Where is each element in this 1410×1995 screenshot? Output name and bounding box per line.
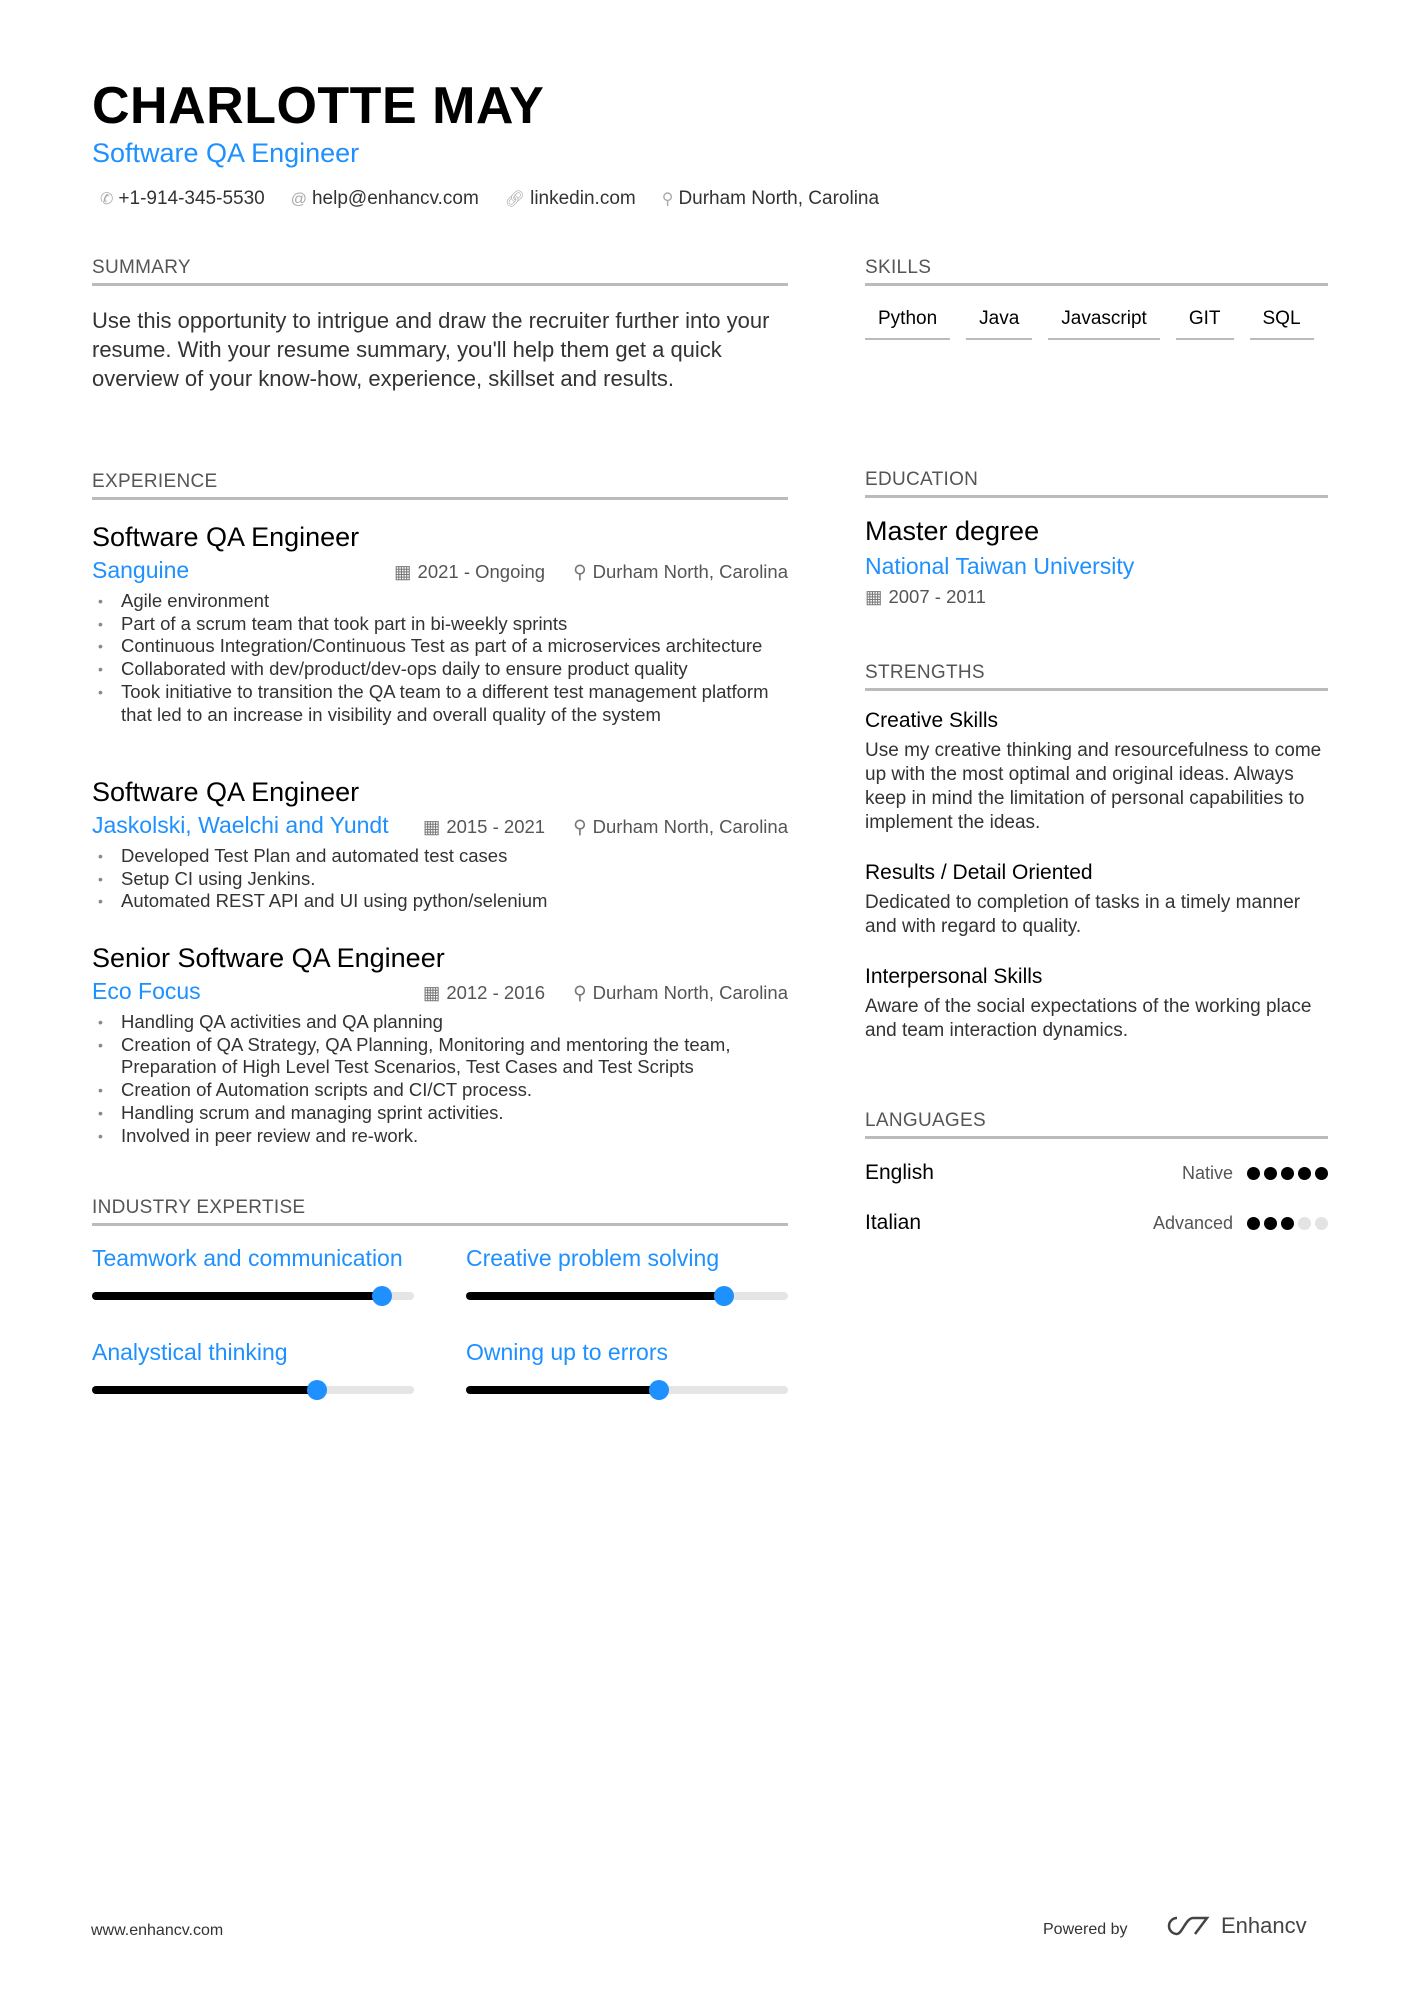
bullet: • Collaborated with dev/product/dev-ops daily to ensure product quality bbox=[92, 658, 788, 681]
link-text[interactable]: linkedin.com bbox=[530, 188, 636, 209]
bullet: • Automated REST API and UI using python/selenium bbox=[92, 890, 788, 913]
expertise-label: Teamwork and communication bbox=[92, 1245, 403, 1271]
school: National Taiwan University bbox=[865, 553, 1135, 579]
language-level: Advanced bbox=[1152, 1212, 1233, 1233]
skill-tag: GIT bbox=[1176, 302, 1234, 340]
bullet-list bbox=[92, 845, 788, 913]
slider-fill bbox=[92, 1386, 317, 1394]
bullet: • Setup CI using Jenkins. bbox=[92, 868, 788, 891]
skills-section bbox=[865, 257, 1328, 340]
strength-title: Interpersonal Skills bbox=[865, 965, 1043, 988]
company: Eco Focus bbox=[92, 978, 201, 1004]
language-name: English bbox=[865, 1161, 934, 1184]
bullet-list bbox=[92, 1011, 788, 1147]
slider-knob[interactable] bbox=[372, 1286, 392, 1306]
phone-icon: ✆ bbox=[100, 191, 114, 208]
level-dot bbox=[1247, 1217, 1260, 1230]
location bbox=[662, 188, 879, 210]
bullet: • Handling scrum and managing sprint activities. bbox=[92, 1102, 788, 1125]
job-title: Software QA Engineer bbox=[92, 777, 360, 807]
summary-text: Use this opportunity to intrigue and draw the recruiter further into your resume. With your resume summary, you'll help them get a quick overview of your know-how, experience, skillset and results. bbox=[92, 308, 770, 391]
slider-fill bbox=[466, 1386, 659, 1394]
level-dots bbox=[1247, 1167, 1328, 1180]
job-location: Durham North, Carolina bbox=[592, 561, 788, 582]
slider-fill bbox=[92, 1292, 382, 1300]
email[interactable] bbox=[291, 188, 479, 210]
languages-section bbox=[865, 1110, 1328, 1235]
level-dots bbox=[1247, 1217, 1328, 1230]
enhancv-logo bbox=[1163, 1913, 1307, 1939]
language-item bbox=[865, 1161, 1328, 1185]
bullet: • Handling QA activities and QA planning bbox=[92, 1011, 788, 1034]
bullet: • Continuous Integration/Continuous Test as part of a microservices architecture bbox=[92, 635, 788, 658]
bullet: • Creation of QA Strategy, QA Planning, Monitoring and mentoring the team, Preparation of High Level Test Scenarios, Test Cases and Test Scripts bbox=[92, 1034, 788, 1079]
bullet: • Agile environment bbox=[92, 590, 788, 613]
calendar-icon: ▦ bbox=[422, 816, 441, 837]
job-dates: 2021 - Ongoing bbox=[417, 561, 546, 582]
job-location: Durham North, Carolina bbox=[592, 982, 788, 1003]
phone bbox=[100, 188, 265, 210]
language-item bbox=[865, 1211, 1328, 1235]
summary-section bbox=[92, 257, 788, 393]
level-dot bbox=[1264, 1167, 1277, 1180]
location-pin-icon: ⚲ bbox=[573, 816, 587, 837]
expertise-item bbox=[92, 1245, 414, 1300]
expertise-slider[interactable] bbox=[466, 1386, 788, 1394]
bullet: • Developed Test Plan and automated test cases bbox=[92, 845, 788, 868]
level-dot bbox=[1298, 1167, 1311, 1180]
at-icon: @ bbox=[290, 191, 307, 208]
calendar-icon: ▦ bbox=[394, 561, 412, 582]
language-level: Native bbox=[1181, 1162, 1233, 1183]
level-dot bbox=[1281, 1167, 1294, 1180]
calendar-icon: ▦ bbox=[865, 586, 883, 607]
phone-text: +1-914-345-5530 bbox=[118, 188, 265, 209]
job-title: Senior Software QA Engineer bbox=[92, 943, 445, 973]
dates-text: 2007 - 2011 bbox=[888, 586, 986, 607]
experience-section bbox=[92, 471, 788, 500]
slider-knob[interactable] bbox=[649, 1380, 669, 1400]
section-heading: SKILLS bbox=[865, 257, 1328, 286]
brand-text: Enhancv bbox=[1221, 1913, 1307, 1938]
slider-fill bbox=[466, 1292, 724, 1300]
strength-item bbox=[865, 861, 1328, 939]
strengths-section bbox=[865, 662, 1328, 1043]
job-entry bbox=[92, 777, 788, 913]
skill-tag: Python bbox=[865, 302, 950, 340]
slider-knob[interactable] bbox=[714, 1286, 734, 1306]
education-dates bbox=[865, 586, 1328, 608]
level-dot bbox=[1315, 1167, 1328, 1180]
location-pin-icon: ⚲ bbox=[573, 561, 587, 582]
expertise-item bbox=[466, 1245, 788, 1300]
strength-desc: Dedicated to completion of tasks in a timely manner and with regard to quality. bbox=[865, 892, 1301, 937]
footer-site[interactable]: www.enhancv.com bbox=[91, 1922, 224, 1939]
job-title: Software QA Engineer bbox=[92, 522, 360, 552]
candidate-title: Software QA Engineer bbox=[92, 138, 360, 168]
job-dates: 2012 - 2016 bbox=[446, 982, 546, 1003]
expertise-label: Owning up to errors bbox=[466, 1339, 668, 1365]
job-entry bbox=[92, 522, 788, 726]
bullet: • Creation of Automation scripts and CI/CT process. bbox=[92, 1079, 788, 1102]
level-dot bbox=[1315, 1217, 1328, 1230]
level-dot bbox=[1281, 1217, 1294, 1230]
bullet: • Involved in peer review and re-work. bbox=[92, 1125, 788, 1148]
section-heading: INDUSTRY EXPERTISE bbox=[92, 1197, 788, 1226]
expertise-slider[interactable] bbox=[92, 1386, 414, 1394]
job-dates: 2015 - 2021 bbox=[446, 816, 546, 837]
expertise-item bbox=[466, 1339, 788, 1394]
contact-row bbox=[100, 188, 879, 210]
section-heading: STRENGTHS bbox=[865, 662, 1328, 691]
strength-desc: Aware of the social expectations of the working place and team interaction dynamics. bbox=[865, 996, 1312, 1041]
footer-powered: Powered by bbox=[1043, 1921, 1128, 1938]
bullet: • Part of a scrum team that took part in bi-weekly sprints bbox=[92, 613, 788, 636]
expertise-section bbox=[92, 1197, 788, 1226]
job-entry bbox=[92, 943, 788, 1147]
strength-item bbox=[865, 709, 1328, 835]
location-pin-icon: ⚲ bbox=[573, 982, 587, 1003]
candidate-name: CHARLOTTE MAY bbox=[92, 77, 545, 135]
company: Sanguine bbox=[92, 557, 190, 583]
expertise-slider[interactable] bbox=[466, 1292, 788, 1300]
strength-title: Results / Detail Oriented bbox=[865, 861, 1093, 884]
section-heading: EDUCATION bbox=[865, 469, 1328, 498]
expertise-label: Analystical thinking bbox=[92, 1339, 288, 1365]
job-location: Durham North, Carolina bbox=[592, 816, 788, 837]
calendar-icon: ▦ bbox=[422, 982, 441, 1003]
skill-tag: SQL bbox=[1250, 302, 1314, 340]
bullet: • Took initiative to transition the QA team to a different test management platform that led to an increase in visibility and overall quality of the system bbox=[92, 681, 788, 726]
skill-tag: Javascript bbox=[1048, 302, 1160, 340]
bullet-list bbox=[92, 590, 788, 726]
section-heading: SUMMARY bbox=[92, 257, 788, 286]
strength-desc: Use my creative thinking and resourcefulness to come up with the most optimal and original ideas. Always keep in mind the limitation of personal capabilities to implement the ideas. bbox=[865, 740, 1322, 833]
language-name: Italian bbox=[865, 1211, 922, 1234]
email-text[interactable]: help@enhancv.com bbox=[311, 188, 479, 209]
expertise-label: Creative problem solving bbox=[466, 1245, 720, 1271]
skill-tag: Java bbox=[966, 302, 1032, 340]
enhancv-logo-icon bbox=[1163, 1914, 1211, 1938]
level-dot bbox=[1264, 1217, 1277, 1230]
section-heading: LANGUAGES bbox=[865, 1110, 1328, 1139]
level-dot bbox=[1298, 1217, 1311, 1230]
slider-knob[interactable] bbox=[307, 1380, 327, 1400]
section-heading: EXPERIENCE bbox=[92, 471, 788, 500]
company: Jaskolski, Waelchi and Yundt bbox=[92, 812, 389, 838]
link-icon: 🔗︎ bbox=[504, 191, 526, 208]
location-text: Durham North, Carolina bbox=[678, 188, 880, 209]
degree: Master degree bbox=[865, 516, 1040, 546]
location-pin-icon: ⚲ bbox=[661, 191, 674, 208]
strength-title: Creative Skills bbox=[865, 709, 999, 732]
strength-item bbox=[865, 965, 1328, 1043]
level-dot bbox=[1247, 1167, 1260, 1180]
expertise-slider[interactable] bbox=[92, 1292, 414, 1300]
expertise-item bbox=[92, 1339, 414, 1394]
link[interactable] bbox=[505, 188, 636, 210]
education-section bbox=[865, 469, 1328, 608]
